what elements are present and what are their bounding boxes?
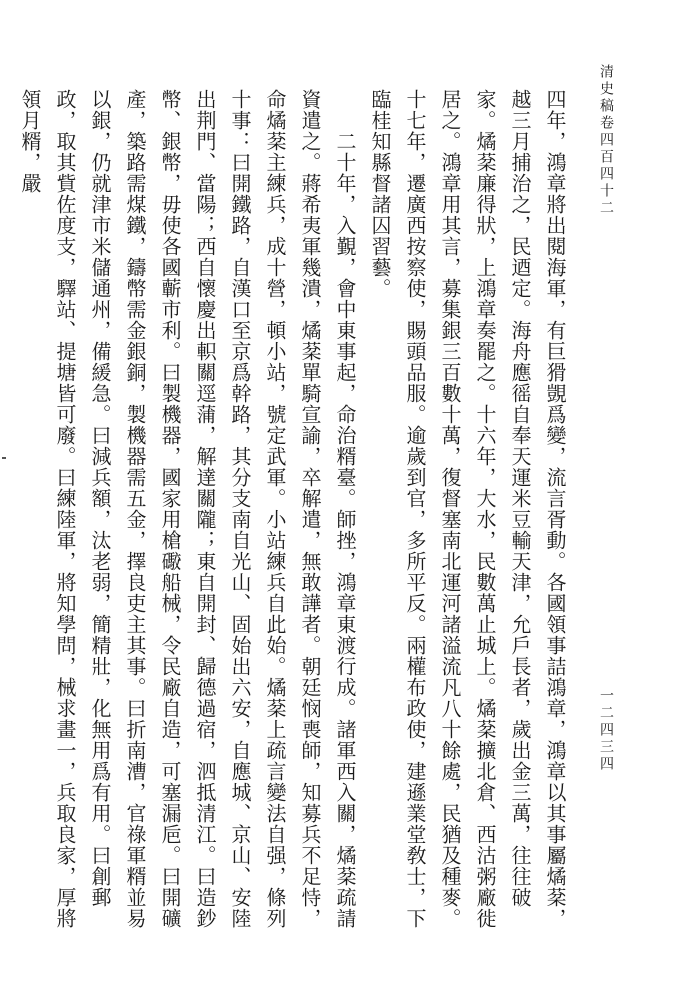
running-title: 清史稿卷四百四十二 (598, 64, 614, 217)
page-number: 一二四三四 (598, 688, 614, 773)
scan-mark (2, 457, 6, 459)
paragraph: 四年，鴻章將出閱海軍，有巨猾覬爲變，流言胥動。各國領事詰鴻章，鴻章以其事屬燏棻，越三月捕治之，民迺定。海舟應徭自奉天運米豆輸天津，允戶長者，歲出金三萬，往往破家。燏棻廉得狀，上鴻章奏罷之。十六年，大水，民數萬止城上。燏棻擴北倉、西沽粥廠徙居之。鴻章用其言，募集銀三百數十萬，復督塞南北運河諸溢流凡八十餘處，民猶及種麥。十七年，遷廣西按察使，賜頭品服。逾歲到官，多所平反。兩權布政使，建遜業堂敎士，下臨桂知縣督諸囚習藝。 (368, 89, 567, 929)
body-text (18, 89, 572, 949)
paragraph (18, 89, 357, 929)
paragraph-text: 二十年，入覲，會中東事起，命治糈臺。師挫，鴻章東渡行成。諸軍西入關，燏棻疏請資遣之。蔣希夷軍幾潰，燏棻單騎宣諭，卒解遣，無敢譁者。朝廷悯喪師，知募兵不足恃，命燏棻主練兵，成十營，頓小站，號定武軍。小站練兵自此始。燏棻上疏言變法自强，條列十事：曰開鐵路，自漢口至京爲幹路，其分支南自光山、固始出六安，自應城、京山、安陸出荆門、當陽；西自懷慶出軹關逕蒲，解達關隴；東自開封、歸德過宿，泗抵清江。曰造鈔幣、銀幣，毋使各國蘄市利。曰製機器，國家用槍礮船械，令民廠自造，可塞漏巵。曰開礦產，築路需煤鐵，鑄幣需金銀銅，製機器需五金，擇良吏主其事。曰折南漕，官祿軍糈並易以銀，仍就津市米儲通州，備緩急。曰減兵額，汰老弱，簡精壯，化無用爲有用。曰創郵政，取其貲佐度支，驛站、提塘皆可廢。曰練陸軍，將知學問，械求畫一，兵取良家，厚將領月糈，嚴 (18, 89, 357, 929)
